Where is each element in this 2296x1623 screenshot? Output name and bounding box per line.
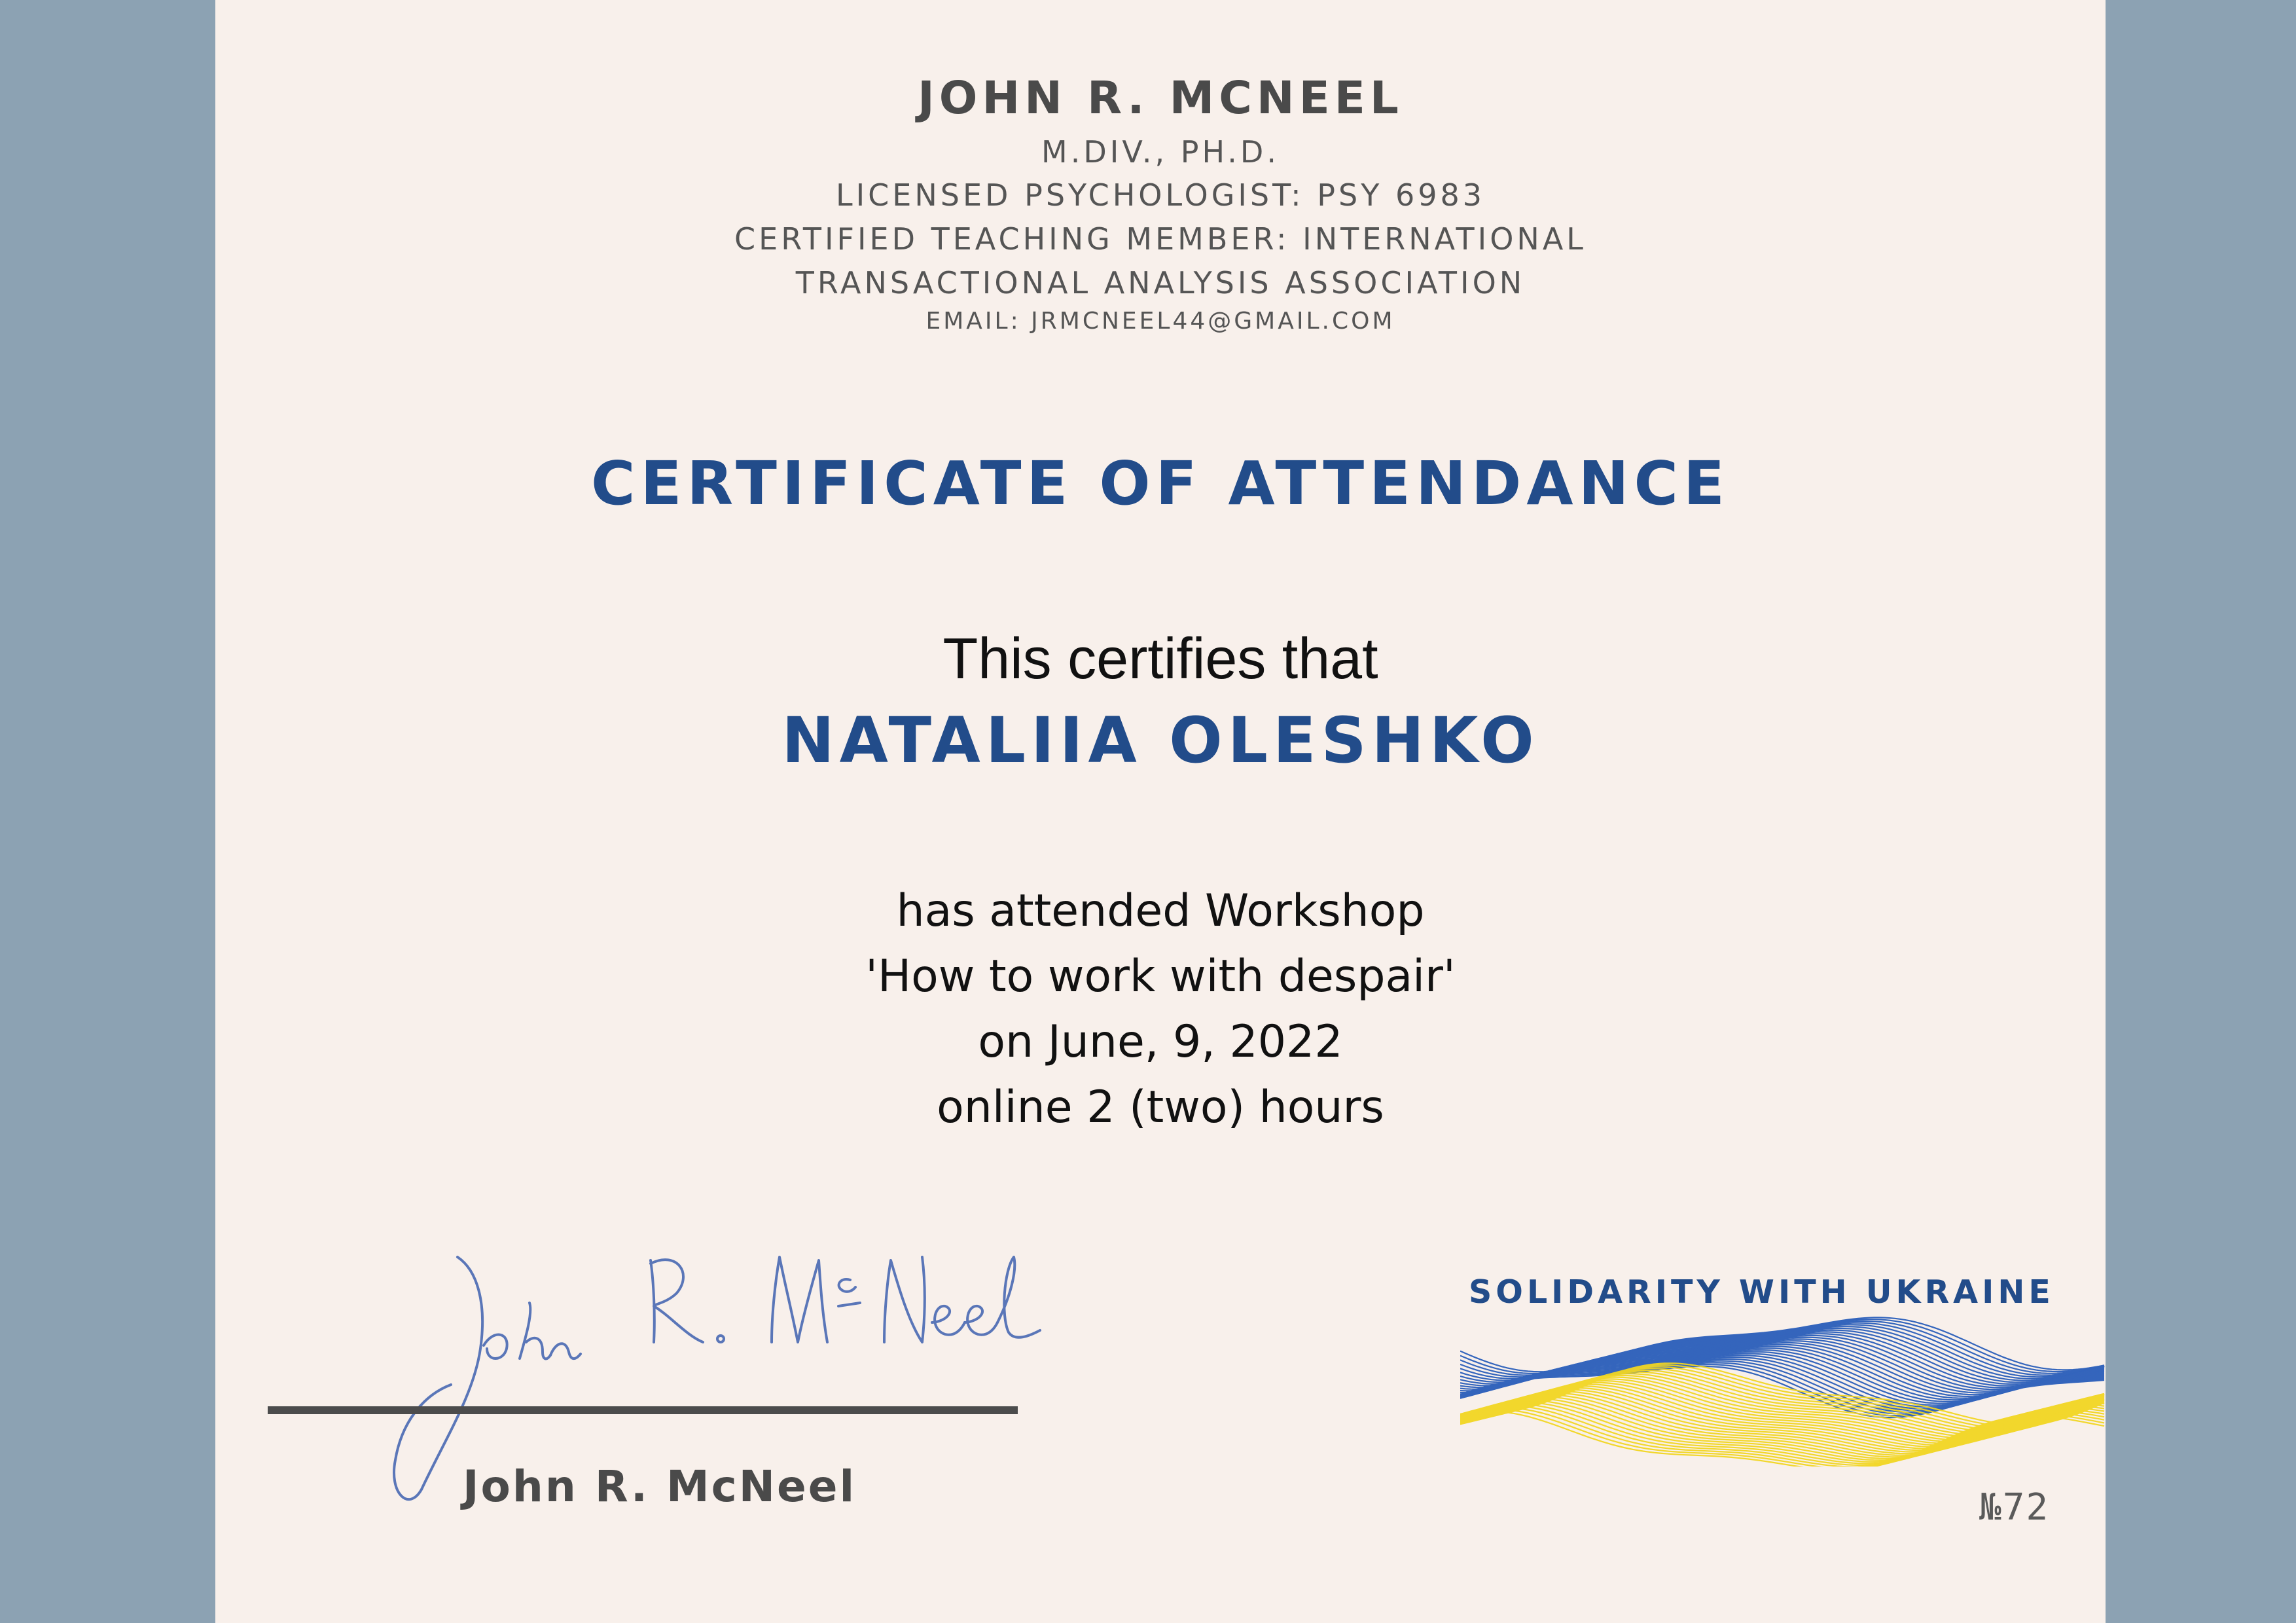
issuer-name: JOHN R. MCNEEL (918, 72, 1403, 124)
certificate-paper (215, 0, 2106, 1623)
detail-line-attended: has attended Workshop (896, 885, 1425, 937)
detail-line-date: on June, 9, 2022 (978, 1016, 1343, 1068)
detail-line-duration: online 2 (two) hours (937, 1082, 1384, 1133)
certifies-text: This certifies that (942, 626, 1378, 691)
issuer-license: LICENSED PSYCHOLOGIST: PSY 6983 (835, 177, 1486, 213)
solidarity-label: SOLIDARITY WITH UKRAINE (1469, 1273, 2054, 1311)
recipient-name: NATALIIA OLESHKO (781, 704, 1539, 777)
detail-line-workshop-title: 'How to work with despair' (865, 951, 1456, 1002)
ukraine-ribbon-graphic (1460, 1316, 2106, 1467)
signer-name: John R. McNeel (463, 1461, 857, 1512)
certificate-number: №72 (1979, 1486, 2050, 1529)
issuer-membership-line1: CERTIFIED TEACHING MEMBER: INTERNATIONAL (734, 221, 1587, 257)
signature-line (268, 1406, 1018, 1414)
issuer-membership-line2: TRANSACTIONAL ANALYSIS ASSOCIATION (795, 265, 1526, 301)
certificate-title: CERTIFICATE OF ATTENDANCE (591, 448, 1730, 519)
issuer-degrees: M.DIV., PH.D. (1041, 134, 1280, 170)
issuer-email: EMAIL: JRMCNEEL44@GMAIL.COM (925, 308, 1395, 335)
ribbon-wave-line (1460, 1408, 2104, 1467)
